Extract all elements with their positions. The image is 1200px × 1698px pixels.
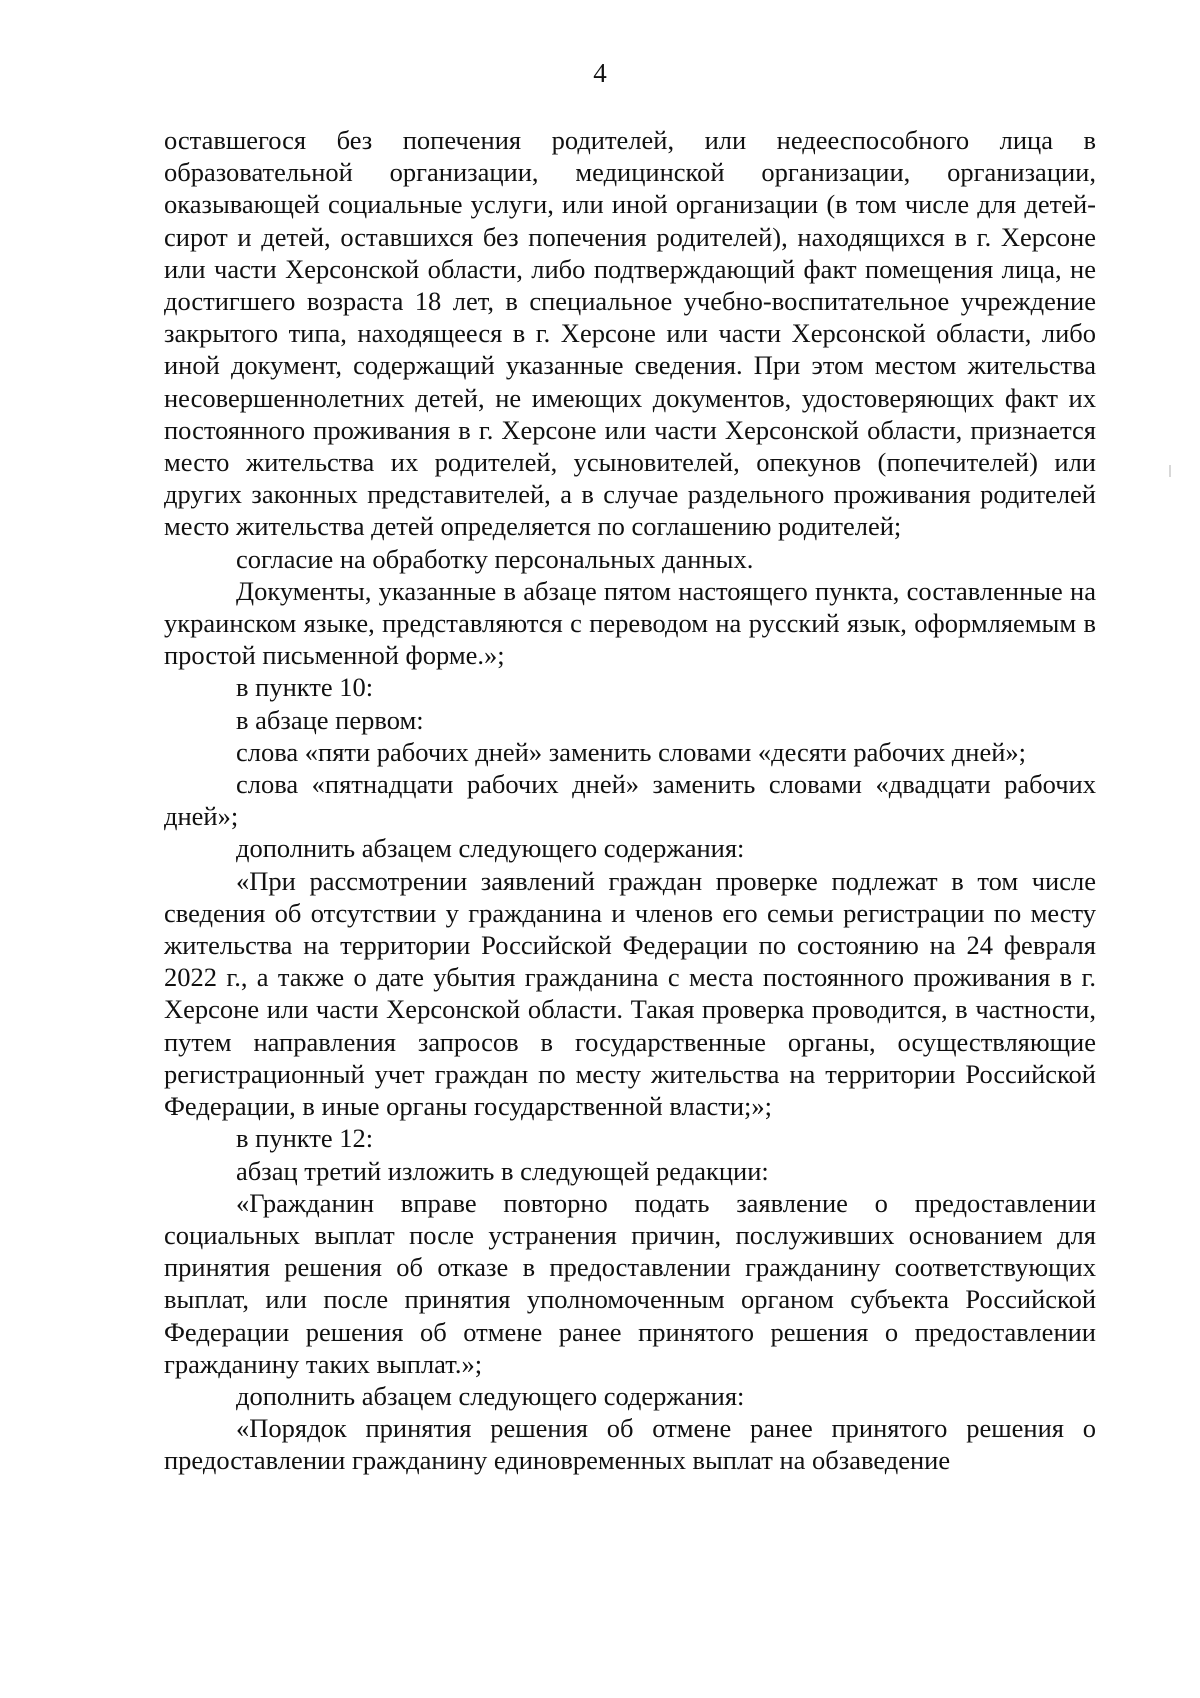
paragraph-point-12: в пункте 12:: [236, 1123, 374, 1154]
paragraph-first-abzac: в абзаце первом:: [236, 704, 424, 735]
page-number: 4: [593, 58, 607, 88]
paragraph-add-abzac: дополнить абзацем следующего содержания:: [236, 833, 745, 864]
document-body: [164, 124, 1096, 1477]
paragraph-point-10: в пункте 10:: [236, 672, 374, 703]
paragraph-procedure-quote: «Порядок принятия решения об отмене ранее принятого решения о предоставлении гражданину единовременных выплат на обзаведение: [164, 1413, 1096, 1476]
paragraph-consent: согласие на обработку персональных данных.: [236, 543, 754, 574]
paragraph-continuation: оставшегося без попечения родителей, или недееспособного лица в образовательной организации, медицинской организации, организации, оказывающей социальные услуги, или иной организации (в том числе для детей-сирот и детей, оставшихся без попечения родителей), находящихся в г. Херсоне или части Херсонской области, либо подтверждающий факт помещения лица, не достигшего возраста 18 лет, в специальное учебно-воспитательное учреждение закрытого типа, находящееся в г. Херсоне или части Херсонской области, либо иной документ, содержащий указанные сведения. При этом местом жительства несовершеннолетних детей, не имеющих документов, удостоверяющих факт их постоянного проживания в г. Херсоне или части Херсонской области, признается место жительства их родителей, усыновителей, опекунов (попечителей) или других законных представителей, а в случае раздельного проживания родителей место жительства детей определяется по соглашению родителей;: [164, 125, 1096, 542]
paragraph-reapply-quote: «Гражданин вправе повторно подать заявление о предоставлении социальных выплат после устранения причин, послуживших основанием для принятия решения об отказе в предоставлении гражданину соответствующих выплат, или после принятия уполномоченным органом субъекта Российской Федерации решения об отмене ранее принятого решения о предоставлении гражданину таких выплат.»;: [164, 1187, 1096, 1379]
paragraph-documents-translation: Документы, указанные в абзаце пятом настоящего пункта, составленные на украинском языке, представляются с переводом на русский язык, оформляемым в простой письменной форме.»;: [164, 575, 1096, 671]
paragraph-replace-five-days: слова «пяти рабочих дней» заменить словами «десяти рабочих дней»;: [236, 736, 1027, 767]
paragraph-replace-fifteen-days: слова «пятнадцати рабочих дней» заменить словами «двадцати рабочих дней»;: [164, 769, 1096, 832]
scan-artifact: [1169, 465, 1171, 477]
paragraph-third-abzac: абзац третий изложить в следующей редакции:: [236, 1155, 769, 1186]
paragraph-verification-quote: «При рассмотрении заявлений граждан проверке подлежат в том числе сведения об отсутствии у гражданина и членов его семьи регистрации по месту жительства на территории Российской Федерации по состоянию на 24 февраля 2022 г., а также о дате убытия гражданина с места постоянного проживания в г. Херсоне или части Херсонской области. Такая проверка проводится, в частности, путем направления запросов в государственные органы, осуществляющие регистрационный учет граждан по месту жительства на территории Российской Федерации, в иные органы государственной власти;»;: [164, 865, 1096, 1122]
paragraph-add-abzac-2: дополнить абзацем следующего содержания:: [236, 1380, 745, 1411]
